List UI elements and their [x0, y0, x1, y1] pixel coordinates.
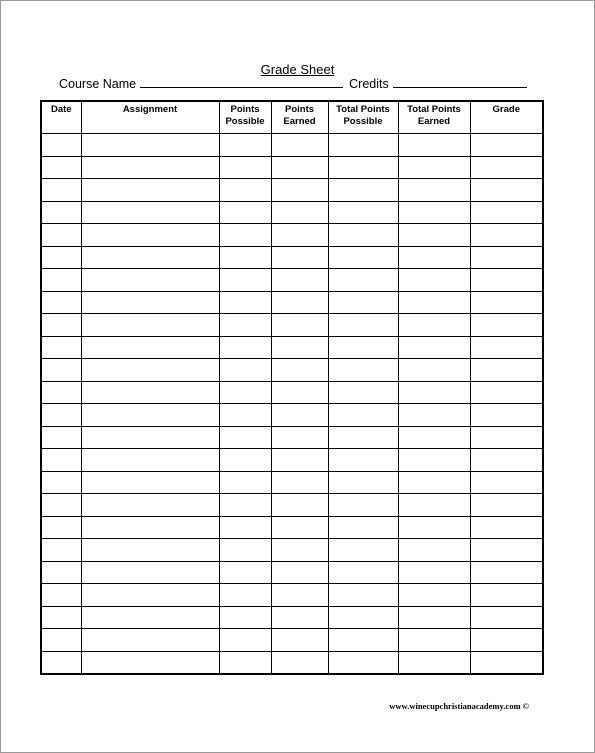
date-cell[interactable] — [41, 584, 81, 607]
grade-cell[interactable] — [470, 404, 543, 427]
date-cell[interactable] — [41, 629, 81, 652]
grade-cell[interactable] — [470, 539, 543, 562]
table-row — [41, 224, 543, 247]
points-possible-cell[interactable] — [219, 336, 271, 359]
table-row — [41, 314, 543, 337]
total-points-earned-cell[interactable] — [398, 269, 470, 292]
total-points-earned-cell[interactable] — [398, 134, 470, 157]
points-possible-cell[interactable] — [219, 561, 271, 584]
date-cell[interactable] — [41, 201, 81, 224]
grade-cell[interactable] — [470, 381, 543, 404]
date-cell[interactable] — [41, 539, 81, 562]
points-possible-cell[interactable] — [219, 471, 271, 494]
assignment-cell[interactable] — [81, 269, 219, 292]
total-points-earned-cell[interactable] — [398, 494, 470, 517]
table-row — [41, 179, 543, 202]
points-earned-cell[interactable] — [271, 584, 328, 607]
total-points-earned-cell[interactable] — [398, 291, 470, 314]
table-row — [41, 381, 543, 404]
total-points-possible-cell[interactable] — [328, 314, 398, 337]
assignment-cell[interactable] — [81, 381, 219, 404]
total-points-earned-cell[interactable] — [398, 314, 470, 337]
total-points-possible-cell[interactable] — [328, 336, 398, 359]
table-row — [41, 156, 543, 179]
points-earned-cell[interactable] — [271, 314, 328, 337]
grade-cell[interactable] — [470, 246, 543, 269]
total-points-earned-cell[interactable] — [398, 224, 470, 247]
date-cell[interactable] — [41, 471, 81, 494]
total-points-possible-cell[interactable] — [328, 381, 398, 404]
assignment-cell[interactable] — [81, 404, 219, 427]
total-points-earned-cell[interactable] — [398, 426, 470, 449]
points-possible-cell[interactable] — [219, 449, 271, 472]
points-earned-cell[interactable] — [271, 291, 328, 314]
date-cell[interactable] — [41, 494, 81, 517]
total-points-possible-cell[interactable] — [328, 269, 398, 292]
grade-cell[interactable] — [470, 651, 543, 674]
grade-cell[interactable] — [470, 426, 543, 449]
points-possible-cell[interactable] — [219, 359, 271, 382]
total-points-earned-cell[interactable] — [398, 539, 470, 562]
grade-cell[interactable] — [470, 471, 543, 494]
col-header-total-points-earned: Total Points Earned — [398, 101, 470, 134]
total-points-possible-cell[interactable] — [328, 561, 398, 584]
grade-cell[interactable] — [470, 336, 543, 359]
total-points-possible-cell[interactable] — [328, 291, 398, 314]
total-points-possible-cell[interactable] — [328, 494, 398, 517]
assignment-cell[interactable] — [81, 516, 219, 539]
date-cell[interactable] — [41, 426, 81, 449]
assignment-cell[interactable] — [81, 651, 219, 674]
table-row — [41, 291, 543, 314]
total-points-earned-cell[interactable] — [398, 336, 470, 359]
header-row — [41, 101, 543, 134]
date-cell[interactable] — [41, 291, 81, 314]
grade-cell[interactable] — [470, 449, 543, 472]
course-name-label: Course Name — [59, 77, 137, 91]
points-earned-cell[interactable] — [271, 404, 328, 427]
points-possible-cell[interactable] — [219, 314, 271, 337]
points-earned-cell[interactable] — [271, 471, 328, 494]
table-row — [41, 471, 543, 494]
points-possible-cell[interactable] — [219, 494, 271, 517]
table-row — [41, 584, 543, 607]
assignment-cell[interactable] — [81, 359, 219, 382]
table-row — [41, 426, 543, 449]
points-earned-cell[interactable] — [271, 449, 328, 472]
col-header-total-points-possible: Total Points Possible — [328, 101, 398, 134]
points-possible-cell[interactable] — [219, 404, 271, 427]
points-possible-cell[interactable] — [219, 539, 271, 562]
footer-website: www.winecupchristianacademy.com © — [389, 701, 529, 711]
points-possible-cell[interactable] — [219, 426, 271, 449]
grade-cell[interactable] — [470, 606, 543, 629]
grade-cell[interactable] — [470, 584, 543, 607]
credits-field[interactable] — [393, 77, 527, 88]
assignment-cell[interactable] — [81, 426, 219, 449]
assignment-cell[interactable] — [81, 584, 219, 607]
points-earned-cell[interactable] — [271, 629, 328, 652]
total-points-possible-cell[interactable] — [328, 179, 398, 202]
table-row — [41, 404, 543, 427]
points-possible-cell[interactable] — [219, 629, 271, 652]
col-header-date: Date — [41, 101, 81, 134]
table-row — [41, 336, 543, 359]
total-points-possible-cell[interactable] — [328, 449, 398, 472]
points-earned-cell[interactable] — [271, 201, 328, 224]
total-points-possible-cell[interactable] — [328, 246, 398, 269]
total-points-possible-cell[interactable] — [328, 404, 398, 427]
assignment-cell[interactable] — [81, 629, 219, 652]
points-possible-cell[interactable] — [219, 224, 271, 247]
date-cell[interactable] — [41, 156, 81, 179]
total-points-earned-cell[interactable] — [398, 156, 470, 179]
grade-cell[interactable] — [470, 494, 543, 517]
grade-cell[interactable] — [470, 291, 543, 314]
date-cell[interactable] — [41, 381, 81, 404]
col-header-points-earned: Points Earned — [271, 101, 328, 134]
table-row — [41, 246, 543, 269]
date-cell[interactable] — [41, 179, 81, 202]
grade-cell[interactable] — [470, 629, 543, 652]
points-earned-cell[interactable] — [271, 246, 328, 269]
grade-table — [40, 100, 544, 675]
assignment-cell[interactable] — [81, 494, 219, 517]
points-earned-cell[interactable] — [271, 494, 328, 517]
table-row — [41, 606, 543, 629]
grade-cell[interactable] — [470, 201, 543, 224]
total-points-possible-cell[interactable] — [328, 359, 398, 382]
grade-cell[interactable] — [470, 179, 543, 202]
date-cell[interactable] — [41, 359, 81, 382]
total-points-possible-cell[interactable] — [328, 201, 398, 224]
date-cell[interactable] — [41, 336, 81, 359]
page-title: Grade Sheet — [260, 62, 335, 77]
total-points-possible-cell[interactable] — [328, 156, 398, 179]
total-points-earned-cell[interactable] — [398, 201, 470, 224]
points-possible-cell[interactable] — [219, 606, 271, 629]
table-row — [41, 539, 543, 562]
assignment-cell[interactable] — [81, 179, 219, 202]
total-points-earned-cell[interactable] — [398, 246, 470, 269]
total-points-earned-cell[interactable] — [398, 651, 470, 674]
table-row — [41, 494, 543, 517]
points-possible-cell[interactable] — [219, 291, 271, 314]
total-points-earned-cell[interactable] — [398, 606, 470, 629]
col-header-assignment: Assignment — [81, 101, 219, 134]
points-earned-cell[interactable] — [271, 224, 328, 247]
points-earned-cell[interactable] — [271, 426, 328, 449]
table-row — [41, 629, 543, 652]
points-earned-cell[interactable] — [271, 606, 328, 629]
total-points-possible-cell[interactable] — [328, 471, 398, 494]
col-header-grade: Grade — [470, 101, 543, 134]
total-points-possible-cell[interactable] — [328, 539, 398, 562]
points-possible-cell[interactable] — [219, 156, 271, 179]
date-cell[interactable] — [41, 561, 81, 584]
total-points-possible-cell[interactable] — [328, 516, 398, 539]
points-possible-cell[interactable] — [219, 201, 271, 224]
total-points-possible-cell[interactable] — [328, 426, 398, 449]
assignment-cell[interactable] — [81, 156, 219, 179]
table-row — [41, 516, 543, 539]
grade-cell[interactable] — [470, 156, 543, 179]
points-possible-cell[interactable] — [219, 269, 271, 292]
total-points-earned-cell[interactable] — [398, 359, 470, 382]
date-cell[interactable] — [41, 246, 81, 269]
total-points-possible-cell[interactable] — [328, 651, 398, 674]
points-possible-cell[interactable] — [219, 134, 271, 157]
assignment-cell[interactable] — [81, 224, 219, 247]
points-earned-cell[interactable] — [271, 359, 328, 382]
grade-cell[interactable] — [470, 561, 543, 584]
points-earned-cell[interactable] — [271, 516, 328, 539]
assignment-cell[interactable] — [81, 201, 219, 224]
date-cell[interactable] — [41, 224, 81, 247]
total-points-earned-cell[interactable] — [398, 516, 470, 539]
points-earned-cell[interactable] — [271, 336, 328, 359]
assignment-cell[interactable] — [81, 291, 219, 314]
date-cell[interactable] — [41, 449, 81, 472]
course-info-line — [59, 77, 527, 91]
assignment-cell[interactable] — [81, 336, 219, 359]
table-row — [41, 134, 543, 157]
points-earned-cell[interactable] — [271, 539, 328, 562]
table-row — [41, 561, 543, 584]
date-cell[interactable] — [41, 606, 81, 629]
points-possible-cell[interactable] — [219, 516, 271, 539]
grade-cell[interactable] — [470, 224, 543, 247]
total-points-possible-cell[interactable] — [328, 629, 398, 652]
points-possible-cell[interactable] — [219, 651, 271, 674]
grade-cell[interactable] — [470, 359, 543, 382]
points-possible-cell[interactable] — [219, 381, 271, 404]
total-points-possible-cell[interactable] — [328, 224, 398, 247]
total-points-earned-cell[interactable] — [398, 404, 470, 427]
credits-label: Credits — [349, 77, 389, 91]
date-cell[interactable] — [41, 314, 81, 337]
table-row — [41, 269, 543, 292]
total-points-earned-cell[interactable] — [398, 179, 470, 202]
date-cell[interactable] — [41, 134, 81, 157]
date-cell[interactable] — [41, 651, 81, 674]
table-row — [41, 449, 543, 472]
grade-table-body — [41, 134, 543, 675]
grade-cell[interactable] — [470, 134, 543, 157]
points-earned-cell[interactable] — [271, 134, 328, 157]
assignment-cell[interactable] — [81, 246, 219, 269]
assignment-cell[interactable] — [81, 606, 219, 629]
date-cell[interactable] — [41, 516, 81, 539]
assignment-cell[interactable] — [81, 134, 219, 157]
total-points-possible-cell[interactable] — [328, 584, 398, 607]
total-points-earned-cell[interactable] — [398, 471, 470, 494]
points-earned-cell[interactable] — [271, 156, 328, 179]
points-earned-cell[interactable] — [271, 651, 328, 674]
points-possible-cell[interactable] — [219, 584, 271, 607]
assignment-cell[interactable] — [81, 449, 219, 472]
grade-cell[interactable] — [470, 314, 543, 337]
date-cell[interactable] — [41, 404, 81, 427]
table-row — [41, 359, 543, 382]
total-points-possible-cell[interactable] — [328, 134, 398, 157]
assignment-cell[interactable] — [81, 561, 219, 584]
table-row — [41, 201, 543, 224]
grade-cell[interactable] — [470, 516, 543, 539]
total-points-earned-cell[interactable] — [398, 584, 470, 607]
assignment-cell[interactable] — [81, 471, 219, 494]
assignment-cell[interactable] — [81, 539, 219, 562]
grade-cell[interactable] — [470, 269, 543, 292]
assignment-cell[interactable] — [81, 314, 219, 337]
total-points-earned-cell[interactable] — [398, 449, 470, 472]
total-points-possible-cell[interactable] — [328, 606, 398, 629]
table-row — [41, 651, 543, 674]
total-points-earned-cell[interactable] — [398, 381, 470, 404]
points-possible-cell[interactable] — [219, 246, 271, 269]
col-header-points-possible: Points Possible — [219, 101, 271, 134]
total-points-earned-cell[interactable] — [398, 629, 470, 652]
points-possible-cell[interactable] — [219, 179, 271, 202]
points-earned-cell[interactable] — [271, 381, 328, 404]
total-points-earned-cell[interactable] — [398, 561, 470, 584]
points-earned-cell[interactable] — [271, 179, 328, 202]
date-cell[interactable] — [41, 269, 81, 292]
points-earned-cell[interactable] — [271, 561, 328, 584]
points-earned-cell[interactable] — [271, 269, 328, 292]
course-name-field[interactable] — [140, 77, 343, 88]
